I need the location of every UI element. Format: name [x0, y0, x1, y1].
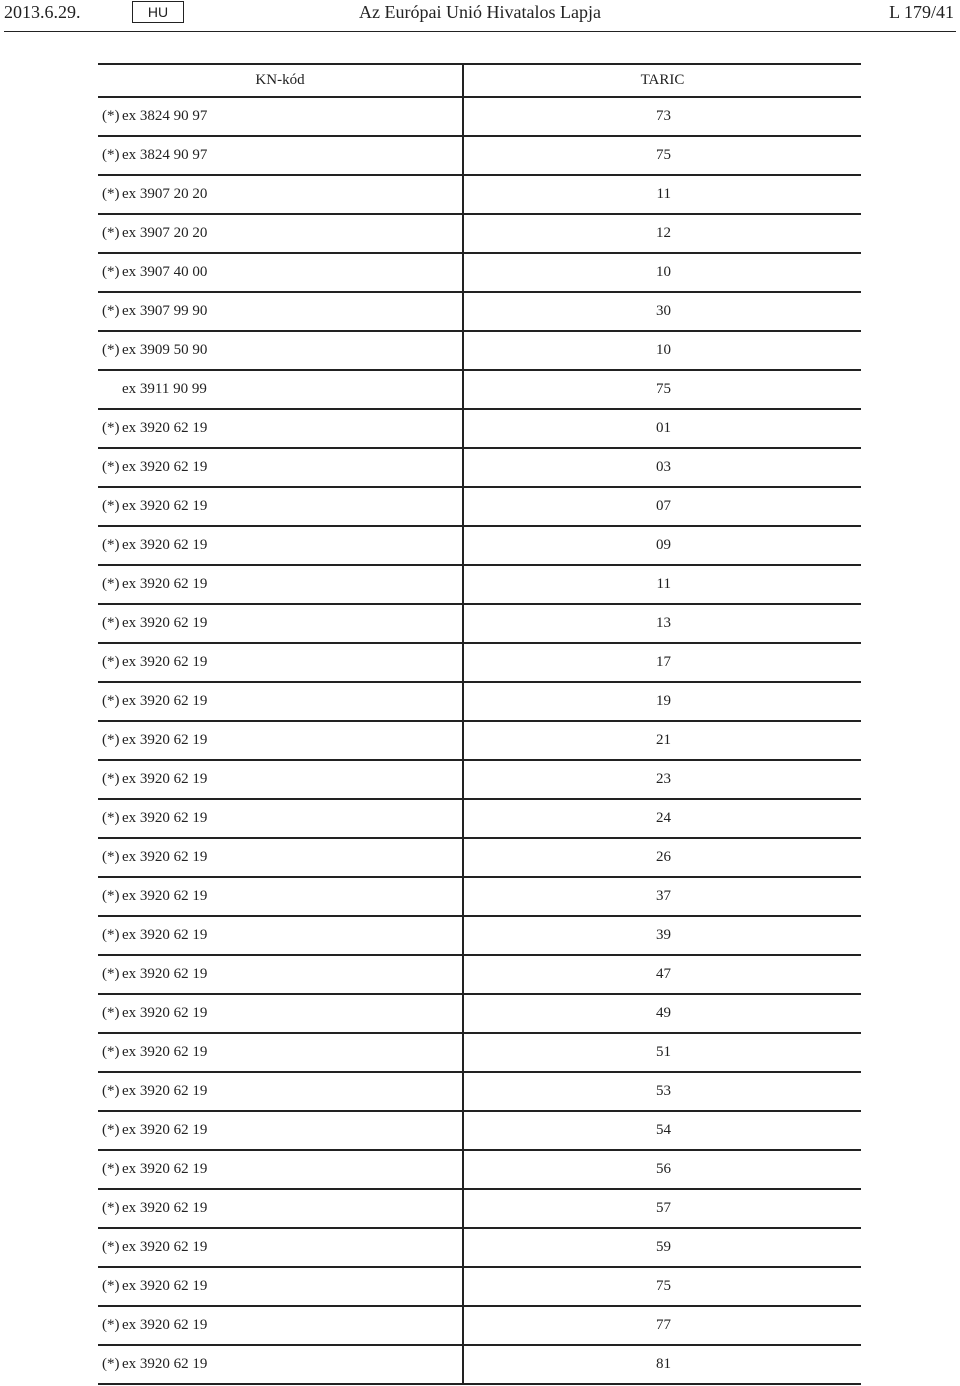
kn-code-text: ex 3920 62 19: [122, 1200, 208, 1216]
cell-taric-code: 75: [463, 1267, 861, 1306]
cell-kn-code: [98, 1150, 463, 1189]
cell-kn-code: [98, 1189, 463, 1228]
footnote-mark: (*): [102, 186, 120, 202]
footnote-mark: (*): [102, 888, 120, 904]
cell-taric-code: 75: [463, 136, 861, 175]
table-body: [98, 97, 861, 1384]
kn-code-text: ex 3920 62 19: [122, 693, 208, 709]
kn-code-text: ex 3920 62 19: [122, 576, 208, 592]
footnote-mark: (*): [102, 732, 120, 748]
footnote-mark: (*): [102, 1083, 120, 1099]
cell-kn-code: [98, 643, 463, 682]
cell-taric-code: 23: [463, 760, 861, 799]
cell-taric-code: 75: [463, 370, 861, 409]
cell-taric-code: 10: [463, 331, 861, 370]
cell-kn-code: [98, 721, 463, 760]
footnote-mark: (*): [102, 576, 120, 592]
kn-code-text: ex 3920 62 19: [122, 537, 208, 553]
cell-kn-code: [98, 1033, 463, 1072]
cell-taric-code: 01: [463, 409, 861, 448]
kn-code-text: ex 3920 62 19: [122, 810, 208, 826]
table-row: [98, 721, 861, 760]
table-row: [98, 682, 861, 721]
table-row: [98, 292, 861, 331]
table-row: [98, 1228, 861, 1267]
footnote-mark: (*): [102, 1044, 120, 1060]
publication-date: 2013.6.29.: [4, 2, 81, 22]
cell-taric-code: 57: [463, 1189, 861, 1228]
cell-kn-code: [98, 1267, 463, 1306]
footnote-mark: (*): [102, 264, 120, 280]
taric-table: [98, 63, 861, 1385]
table-row: [98, 97, 861, 136]
footnote-mark: (*): [102, 537, 120, 553]
kn-code-text: ex 3920 62 19: [122, 927, 208, 943]
table-row: [98, 214, 861, 253]
cell-taric-code: 17: [463, 643, 861, 682]
cell-taric-code: 21: [463, 721, 861, 760]
footnote-mark: (*): [102, 849, 120, 865]
footnote-mark: (*): [102, 147, 120, 163]
cell-kn-code: [98, 682, 463, 721]
footnote-mark: (*): [102, 810, 120, 826]
table-row: [98, 916, 861, 955]
cell-taric-code: 07: [463, 487, 861, 526]
cell-taric-code: 12: [463, 214, 861, 253]
cell-kn-code: [98, 1072, 463, 1111]
cell-kn-code: [98, 526, 463, 565]
cell-taric-code: 24: [463, 799, 861, 838]
cell-kn-code: [98, 1345, 463, 1384]
cell-kn-code: [98, 916, 463, 955]
footnote-mark: (*): [102, 1278, 120, 1294]
cell-kn-code: [98, 1228, 463, 1267]
kn-code-text: ex 3920 62 19: [122, 1356, 208, 1372]
cell-kn-code: [98, 409, 463, 448]
cell-taric-code: 53: [463, 1072, 861, 1111]
column-header-kn: KN-kód: [98, 64, 463, 97]
kn-code-text: ex 3920 62 19: [122, 1083, 208, 1099]
kn-code-text: ex 3920 62 19: [122, 1044, 208, 1060]
cell-taric-code: 11: [463, 565, 861, 604]
cell-kn-code: [98, 1111, 463, 1150]
table-row: [98, 643, 861, 682]
cell-taric-code: 81: [463, 1345, 861, 1384]
table-row: [98, 1306, 861, 1345]
footnote-mark: (*): [102, 1200, 120, 1216]
kn-code-text: ex 3920 62 19: [122, 420, 208, 436]
cell-kn-code: [98, 448, 463, 487]
cell-kn-code: [98, 292, 463, 331]
table-row: [98, 1072, 861, 1111]
footnote-mark: (*): [102, 342, 120, 358]
footnote-mark: (*): [102, 498, 120, 514]
cell-kn-code: [98, 799, 463, 838]
cell-kn-code: [98, 487, 463, 526]
kn-code-text: ex 3920 62 19: [122, 654, 208, 670]
kn-code-text: ex 3909 50 90: [122, 342, 208, 358]
footnote-mark: (*): [102, 1317, 120, 1333]
cell-taric-code: 10: [463, 253, 861, 292]
cell-taric-code: 03: [463, 448, 861, 487]
cell-taric-code: 11: [463, 175, 861, 214]
cell-kn-code: [98, 877, 463, 916]
kn-code-text: ex 3907 20 20: [122, 225, 208, 241]
table-row: [98, 994, 861, 1033]
kn-code-text: ex 3824 90 97: [122, 147, 208, 163]
table-row: [98, 760, 861, 799]
table-row: [98, 175, 861, 214]
cell-kn-code: [98, 565, 463, 604]
table-row: [98, 955, 861, 994]
cell-taric-code: 19: [463, 682, 861, 721]
cell-kn-code: [98, 97, 463, 136]
page-reference: L 179/41: [889, 2, 954, 22]
kn-code-text: ex 3911 90 99: [122, 381, 207, 397]
kn-code-text: ex 3920 62 19: [122, 966, 208, 982]
cell-taric-code: 77: [463, 1306, 861, 1345]
footnote-mark: (*): [102, 108, 120, 124]
table-row: [98, 331, 861, 370]
footnote-mark: (*): [102, 966, 120, 982]
kn-code-text: ex 3907 99 90: [122, 303, 208, 319]
table-row: [98, 526, 861, 565]
kn-code-text: ex 3920 62 19: [122, 1161, 208, 1177]
cell-taric-code: 54: [463, 1111, 861, 1150]
cell-kn-code: [98, 253, 463, 292]
table-row: [98, 799, 861, 838]
cell-kn-code: [98, 955, 463, 994]
cell-kn-code: [98, 214, 463, 253]
cell-taric-code: 37: [463, 877, 861, 916]
cell-taric-code: 26: [463, 838, 861, 877]
footnote-mark: (*): [102, 1161, 120, 1177]
cell-taric-code: 13: [463, 604, 861, 643]
footnote-mark: (*): [102, 459, 120, 475]
kn-code-text: ex 3920 62 19: [122, 1278, 208, 1294]
cell-kn-code: [98, 175, 463, 214]
footnote-mark: (*): [102, 1239, 120, 1255]
kn-code-text: ex 3920 62 19: [122, 771, 208, 787]
kn-code-text: ex 3920 62 19: [122, 849, 208, 865]
cell-taric-code: 51: [463, 1033, 861, 1072]
footnote-mark: (*): [102, 1122, 120, 1138]
table-row: [98, 370, 861, 409]
table-row: [98, 1189, 861, 1228]
table-row: [98, 1111, 861, 1150]
cell-taric-code: 49: [463, 994, 861, 1033]
table-row: [98, 487, 861, 526]
table-row: [98, 877, 861, 916]
table-row: [98, 838, 861, 877]
kn-code-text: ex 3920 62 19: [122, 888, 208, 904]
kn-code-text: ex 3907 20 20: [122, 186, 208, 202]
cell-kn-code: [98, 331, 463, 370]
table-header-row: [98, 64, 861, 97]
cell-taric-code: 47: [463, 955, 861, 994]
cell-taric-code: 39: [463, 916, 861, 955]
column-header-taric: TARIC: [463, 64, 861, 97]
cell-kn-code: [98, 604, 463, 643]
table-row: [98, 1345, 861, 1384]
kn-code-text: ex 3920 62 19: [122, 1005, 208, 1021]
table-row: [98, 565, 861, 604]
footnote-mark: (*): [102, 1356, 120, 1372]
cell-kn-code: [98, 136, 463, 175]
table-row: [98, 1267, 861, 1306]
footnote-mark: (*): [102, 1005, 120, 1021]
cell-taric-code: 59: [463, 1228, 861, 1267]
publication-title: Az Európai Unió Hivatalos Lapja: [359, 2, 601, 22]
cell-taric-code: 30: [463, 292, 861, 331]
cell-taric-code: 56: [463, 1150, 861, 1189]
cell-kn-code: [98, 994, 463, 1033]
footnote-mark: (*): [102, 615, 120, 631]
footnote-mark: (*): [102, 303, 120, 319]
footnote-mark: (*): [102, 927, 120, 943]
footnote-mark: (*): [102, 771, 120, 787]
cell-taric-code: 73: [463, 97, 861, 136]
kn-code-text: ex 3920 62 19: [122, 1122, 208, 1138]
kn-code-text: ex 3920 62 19: [122, 615, 208, 631]
kn-code-text: ex 3920 62 19: [122, 498, 208, 514]
table-row: [98, 604, 861, 643]
cell-taric-code: 09: [463, 526, 861, 565]
footnote-mark: (*): [102, 654, 120, 670]
table-row: [98, 448, 861, 487]
footnote-mark: (*): [102, 225, 120, 241]
table-row: [98, 253, 861, 292]
table-row: [98, 409, 861, 448]
kn-code-text: ex 3920 62 19: [122, 1239, 208, 1255]
kn-code-text: ex 3920 62 19: [122, 732, 208, 748]
kn-code-text: ex 3907 40 00: [122, 264, 208, 280]
table-row: [98, 136, 861, 175]
kn-code-text: ex 3920 62 19: [122, 1317, 208, 1333]
table-row: [98, 1033, 861, 1072]
footnote-mark: (*): [102, 420, 120, 436]
header-divider: [4, 31, 956, 32]
table-row: [98, 1150, 861, 1189]
cell-kn-code: [98, 760, 463, 799]
cell-kn-code: [98, 1306, 463, 1345]
kn-code-text: ex 3920 62 19: [122, 459, 208, 475]
footnote-mark: (*): [102, 693, 120, 709]
kn-code-text: ex 3824 90 97: [122, 108, 208, 124]
language-badge: HU: [132, 1, 184, 23]
cell-kn-code: [98, 838, 463, 877]
page-header: [0, 0, 960, 28]
cell-kn-code: [98, 370, 463, 409]
